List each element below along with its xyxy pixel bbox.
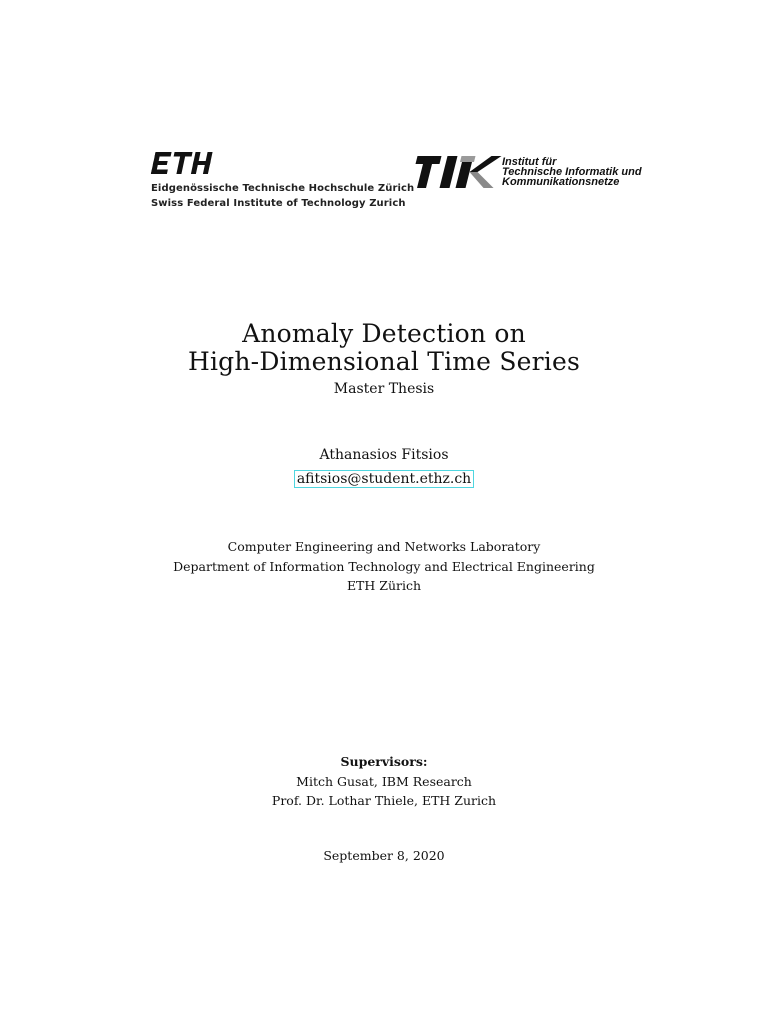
tik-wordmark-icon [410,154,504,190]
affiliation-university: ETH Zürich [346,578,422,593]
eth-wordmark-icon [150,150,220,176]
affiliation-department: Department of Information Technology and Electrical Engineering [173,558,595,574]
title-line-2: High-Dimensional Time Series [187,347,581,376]
tik-line-1: Institut für [502,156,557,168]
affiliation-lab: Computer Engineering and Networks Laboratory [227,539,541,554]
author-email-container [0,470,768,488]
title-line-1: Anomaly Detection on [242,319,526,348]
supervisor-item: Mitch Gusat, IBM Research [296,773,472,789]
eth-logo [150,150,415,212]
author-email-link[interactable]: afitsios@student.ethz.ch [294,470,474,488]
eth-name-german: Eidgenössische Technische Hochschule Zürich [151,183,415,194]
tik-line-3: Kommunikationsnetze [502,176,620,188]
author-name: Athanasios Fitsios [319,447,449,463]
supervisors [0,752,768,811]
eth-name-english: Swiss Federal Institute of Technology Zurich [151,198,406,209]
supervisor-item: Prof. Dr. Lothar Thiele, ETH Zurich [271,793,497,808]
tik-logo [410,154,660,194]
thesis-title [0,320,768,376]
submission-date: September 8, 2020 [323,848,445,863]
tik-line-2: Technische Informatik und [502,166,642,178]
tik-institute-name [502,157,642,187]
supervisors-heading: Supervisors: [340,754,428,769]
thesis-type: Master Thesis [333,381,435,397]
affiliation [0,537,768,596]
